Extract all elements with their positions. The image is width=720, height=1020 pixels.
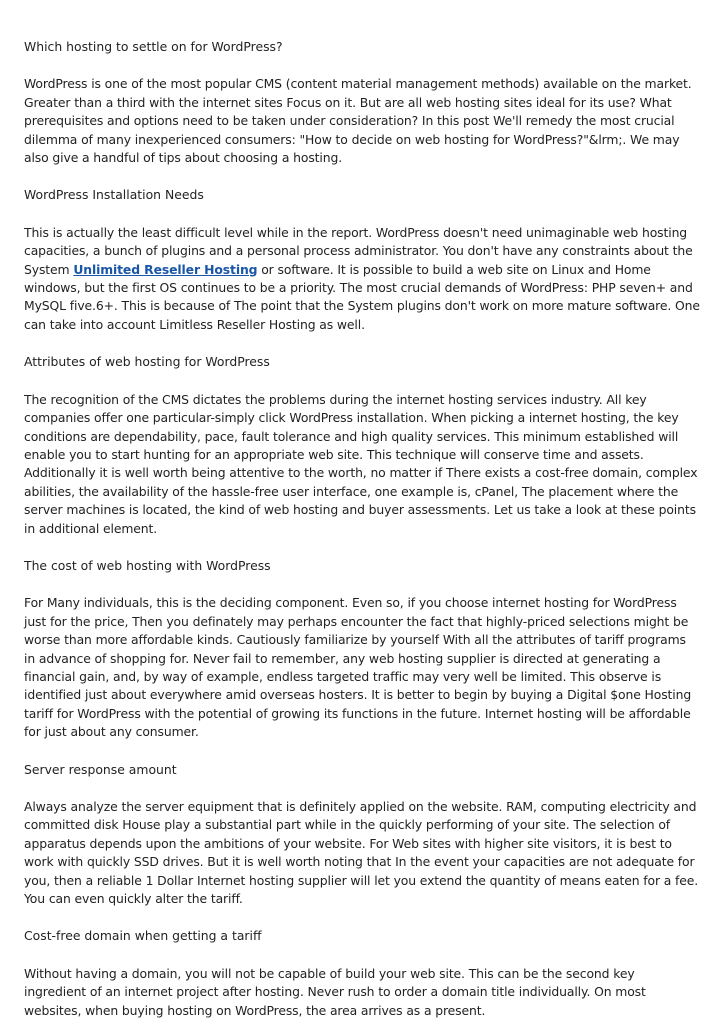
section-heading-installation-needs: WordPress Installation Needs xyxy=(24,187,204,203)
unlimited-reseller-hosting-link[interactable]: Unlimited Reseller Hosting xyxy=(73,261,258,277)
paragraph-text: This is actually the least difficult level while in the report. WordPress doesn't need unimaginable web hosting capacities, a bunch of plugins and a personal process administrator. You don't have any constraints about the System xyxy=(24,224,693,277)
paragraph-intro: WordPress is one of the most popular CMS (content material management methods) available on the market. Greater than a third with the internet sites Focus on it. But are all web hosting sites ideal for its use? What prerequisites and options need to be taken under consideration? In this post We'll remedy the most crucial dilemma of many inexperienced consumers: "How to decide on web hosting for WordPress?"&lrm;. We may also give a handful of tips about choosing a hosting. xyxy=(24,76,692,166)
paragraph-attributes: The recognition of the CMS dictates the problems during the internet hosting services industry. All key companies offer one particular-simply click WordPress installation. When picking a internet hosting, the key conditions are dependability, pace, fault tolerance and high quality services. This minimum established will enable you to start hunting for an appropriate web site. This technique will conserve time and assets. Additionally it is well worth being attentive to the worth, no matter if There exists a cost-free domain, complex abilities, the availability of the hassle-free user interface, one example is, cPanel, The placement where the server machines is located, the kind of web hosting and buyer assessments. Let us take a look at these points in additional element. xyxy=(24,391,698,536)
section-heading-attributes: Attributes of web hosting for WordPress xyxy=(24,354,270,370)
section-heading-free-domain: Cost-free domain when getting a tariff xyxy=(24,928,262,944)
section-heading-cost: The cost of web hosting with WordPress xyxy=(24,557,271,573)
paragraph-cost: For Many individuals, this is the deciding component. Even so, if you choose internet hosting for WordPress just for the price, Then you definately may perhaps encounter the fact that highly-priced selections might be worse than more affordable kinds. Cautiously familiarize by yourself With all the attributes of tariff programs in advance of shopping for. Never fail to remember, any web hosting supplier is directed at generating a financial gain, and, by way of example, endless targeted traffic may very well be limited. This observe is identified just about everywhere amid overseas hosters. It is better to begin by buying a Digital $one Hosting tariff for WordPress with the potential of growing its functions in the future. Internet hosting will be affordable for just about any consumer. xyxy=(24,595,692,740)
paragraph-installation-needs xyxy=(24,224,700,334)
section-heading-which-hosting: Which hosting to settle on for WordPress? xyxy=(24,39,283,54)
paragraph-server-response: Always analyze the server equipment that is definitely applied on the website. RAM, computing electricity and committed disk House play a substantial part while in the quickly performing of your site. The selection of apparatus depends upon the ambitions of your website. For Web sites with higher site visitors, it is best to work with quickly SSD drives. But it is well worth noting that In the event your capacities are not adequate for you, then a reliable 1 Dollar Internet hosting supplier will let you extend the quantity of means eaten for a fee. You can even quickly alter the tariff. xyxy=(24,799,699,907)
paragraph-free-domain: Without having a domain, you will not be capable of build your web site. This can be the second key ingredient of an internet project after hosting. Never rush to order a domain title individually. On most websites, when buying hosting on WordPress, the area arrives as a present. xyxy=(24,965,646,1018)
paragraph-text: or software. It is possible to build a web site on Linux and Home windows, but the first OS continues to be a priority. The most crucial demands of WordPress: PHP seven+ and MySQL five.6+. This is because of The point that the System plugins don't work on more mature software. One can take into account Limitless Reseller Hosting as well. xyxy=(24,261,700,332)
section-heading-server-response: Server response amount xyxy=(24,761,177,777)
